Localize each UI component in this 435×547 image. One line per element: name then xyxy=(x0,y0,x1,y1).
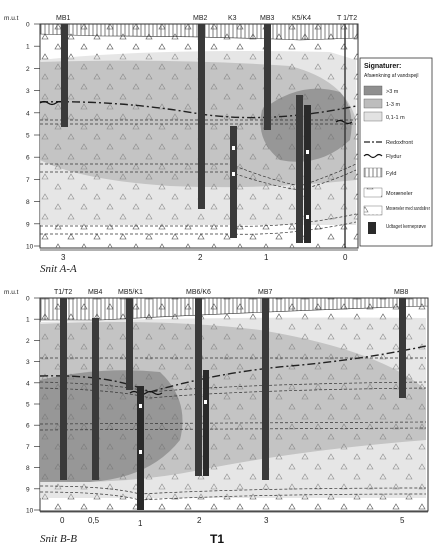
borehole-k5-a xyxy=(296,95,303,243)
borehole-mb6-b xyxy=(195,298,202,476)
section-b-depth-tick-label: 7 xyxy=(26,443,30,451)
borehole-mb7-b xyxy=(262,298,269,480)
section-b-borehole-label-1: T1/T2 xyxy=(54,289,73,296)
section-b xyxy=(4,289,428,545)
legend xyxy=(360,58,432,246)
legend-label-redox: Redoxfront xyxy=(386,140,413,146)
section-a-depth-ticks xyxy=(26,22,40,251)
legend-swatch-mid xyxy=(364,99,382,108)
section-b-distance-tick-1: 0 xyxy=(60,516,65,525)
borehole-k4-a-core2 xyxy=(306,215,309,219)
borehole-mb8-b xyxy=(399,298,406,398)
section-b-depth-tick-label: 8 xyxy=(26,465,30,473)
section-a-depth-tick-label: 9 xyxy=(26,221,30,229)
section-a-borehole-label-6: T 1/T2 xyxy=(337,15,358,22)
legend-label-fill: Fyld xyxy=(386,171,397,177)
legend-swatch-fill xyxy=(364,168,382,177)
section-a-distance-tick-1: 3 xyxy=(61,253,66,262)
borehole-mb1-a xyxy=(61,24,68,127)
borehole-mb4-b xyxy=(92,318,99,480)
legend-label-high: >3 m xyxy=(386,89,399,95)
section-b-borehole-label-4: MB6/K6 xyxy=(186,289,211,296)
section-a-depth-tick-label: 4 xyxy=(26,110,30,118)
legend-swatch-low xyxy=(364,112,382,121)
section-a-depth-tick-label: 1 xyxy=(26,43,30,51)
section-b-depth-tick-label: 5 xyxy=(26,401,30,409)
section-b-borehole-label-2: MB4 xyxy=(88,289,103,296)
section-b-depth-ticks xyxy=(26,296,40,515)
section-a-borehole-label-5: K5/K4 xyxy=(292,15,312,22)
legend-subtitle: Afsænkning af vandspejl xyxy=(364,73,419,79)
legend-label-core: Udtaget kerneprøve xyxy=(386,224,427,230)
section-a-title: Snit A-A xyxy=(40,263,77,275)
section-b-borehole-label-5: MB7 xyxy=(258,289,273,296)
legend-label-low: 0,1-1 m xyxy=(386,115,405,121)
section-b-depth-tick-label: 9 xyxy=(26,486,30,494)
section-a-depth-unit: m.u.t xyxy=(4,15,19,22)
section-a-depth-tick-label: 0 xyxy=(26,21,30,29)
section-a-borehole-label-4: MB3 xyxy=(260,15,275,22)
legend-label-mid: 1-3 m xyxy=(386,102,401,108)
section-b-distance-tick-4: 2 xyxy=(197,516,202,525)
section-b-depth-tick-label: 2 xyxy=(26,337,30,345)
legend-title: Signaturer: xyxy=(364,63,402,70)
section-a xyxy=(4,15,358,275)
borehole-k3-a xyxy=(230,126,237,238)
section-a-depth-tick-label: 6 xyxy=(26,154,30,162)
section-a-depth-tick-label: 5 xyxy=(26,132,30,140)
section-b-depth-tick-label: 1 xyxy=(26,316,30,324)
section-b-borehole-label-6: MB8 xyxy=(394,289,409,296)
section-b-borehole-label-3: MB5/K1 xyxy=(118,289,143,296)
section-b-title: Snit B-B xyxy=(40,533,77,545)
section-a-distance-tick-2: 2 xyxy=(198,253,203,262)
borehole-k1-b-core2 xyxy=(139,450,142,454)
borehole-mb2-a xyxy=(198,24,205,209)
section-a-distance-tick-4: 0 xyxy=(343,253,348,262)
section-b-depth-tick-label: 3 xyxy=(26,359,30,367)
figure-label: T1 xyxy=(210,532,225,546)
section-b-distance-tick-5: 3 xyxy=(264,516,269,525)
legend-swatch-core xyxy=(368,222,376,234)
borehole-t1-b xyxy=(60,298,67,480)
legend-swatch-sandtill xyxy=(364,206,382,215)
section-b-depth-tick-label: 6 xyxy=(26,422,30,430)
section-a-borehole-label-2: MB2 xyxy=(193,15,208,22)
legend-label-till: Moræneler xyxy=(386,191,413,197)
section-b-distance-tick-6: 5 xyxy=(400,516,405,525)
borehole-mb3-a xyxy=(264,24,271,130)
borehole-k6-b xyxy=(203,370,209,476)
section-b-distance-tick-3: 1 xyxy=(138,519,143,528)
borehole-k6-b-core xyxy=(204,400,207,404)
section-a-distance-tick-3: 1 xyxy=(264,253,269,262)
legend-label-flydur: Flydur xyxy=(386,154,402,160)
section-b-distance-tick-2: 0,5 xyxy=(88,516,100,525)
section-b-depth-tick-label: 4 xyxy=(26,380,30,388)
borehole-k3-a-core2 xyxy=(232,172,235,176)
borehole-mb5-b xyxy=(126,298,133,390)
borehole-k3-a-core xyxy=(232,146,235,150)
borehole-k1-b-core xyxy=(139,404,142,408)
section-a-depth-tick-label: 3 xyxy=(26,88,30,96)
section-a-depth-tick-label: 8 xyxy=(26,199,30,207)
legend-swatch-till xyxy=(364,188,382,197)
legend-swatch-high xyxy=(364,86,382,95)
section-a-depth-tick-label: 2 xyxy=(26,65,30,73)
section-a-borehole-label-1: MB1 xyxy=(56,15,71,22)
section-b-depth-unit: m.u.t xyxy=(4,289,19,296)
borehole-k4-a-core xyxy=(306,150,309,154)
section-a-borehole-label-3: K3 xyxy=(228,15,237,22)
section-b-depth-tick-label: 10 xyxy=(26,507,34,515)
section-a-depth-tick-label: 7 xyxy=(26,176,30,184)
borehole-k4-a xyxy=(304,105,311,243)
section-a-depth-tick-label: 10 xyxy=(26,243,34,251)
section-b-depth-tick-label: 0 xyxy=(26,295,30,303)
legend-label-sandtill: Moræneler med sandslirer xyxy=(386,206,431,212)
